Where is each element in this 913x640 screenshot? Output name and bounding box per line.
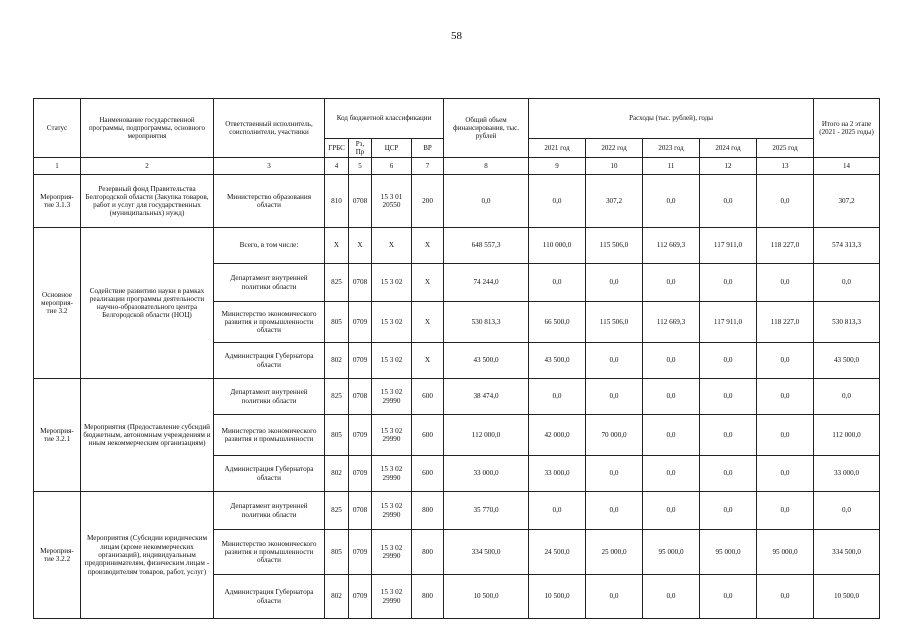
header-program-name: Наименование государственной программы, подпрограммы, основного мероприятия bbox=[81, 99, 214, 158]
cell-grbs: 810 bbox=[325, 175, 349, 228]
cell-status: Мероприя-тие 3.1.3 bbox=[34, 175, 81, 228]
cell-2023: 112 669,3 bbox=[643, 228, 700, 264]
cell-2025: 0,0 bbox=[757, 175, 814, 228]
column-number: 12 bbox=[700, 158, 757, 175]
page-number: 58 bbox=[451, 30, 462, 42]
cell-2023: 0,0 bbox=[643, 575, 700, 619]
cell-2021: 24 500,0 bbox=[529, 530, 586, 575]
cell-2024: 0,0 bbox=[700, 264, 757, 302]
cell-vr: X bbox=[412, 228, 444, 264]
cell-2023: 0,0 bbox=[643, 175, 700, 228]
cell-responsible: Департамент внутренней политики области bbox=[214, 264, 325, 302]
cell-csr: X bbox=[372, 228, 412, 264]
cell-2022: 0,0 bbox=[586, 456, 643, 492]
cell-grbs: 825 bbox=[325, 264, 349, 302]
cell-2022: 0,0 bbox=[586, 492, 643, 530]
cell-stage-total: 307,2 bbox=[814, 175, 880, 228]
cell-responsible: Всего, в том числе: bbox=[214, 228, 325, 264]
cell-2023: 0,0 bbox=[643, 379, 700, 415]
cell-2023: 0,0 bbox=[643, 343, 700, 379]
column-number: 10 bbox=[586, 158, 643, 175]
cell-vr: X bbox=[412, 264, 444, 302]
cell-grbs: 805 bbox=[325, 530, 349, 575]
cell-2022: 307,2 bbox=[586, 175, 643, 228]
cell-2022: 115 506,0 bbox=[586, 228, 643, 264]
cell-total: 530 813,3 bbox=[444, 302, 529, 343]
cell-rzpr: 0709 bbox=[349, 302, 372, 343]
cell-2022: 0,0 bbox=[586, 264, 643, 302]
cell-status: Основное мероприя-тие 3.2 bbox=[34, 228, 81, 379]
column-number: 3 bbox=[214, 158, 325, 175]
cell-2021: 0,0 bbox=[529, 264, 586, 302]
cell-2025: 0,0 bbox=[757, 415, 814, 456]
cell-2024: 0,0 bbox=[700, 575, 757, 619]
cell-2025: 0,0 bbox=[757, 343, 814, 379]
cell-stage-total: 334 500,0 bbox=[814, 530, 880, 575]
cell-responsible: Министерство экономического развития и промышленности области bbox=[214, 530, 325, 575]
cell-responsible: Министерство образования области bbox=[214, 175, 325, 228]
cell-vr: 600 bbox=[412, 415, 444, 456]
cell-2021: 43 500,0 bbox=[529, 343, 586, 379]
header-budget-code: Код бюджетной классификации bbox=[325, 99, 444, 139]
cell-total: 43 500,0 bbox=[444, 343, 529, 379]
cell-program-name: Содействие развитию науки в рамках реализации программы деятельности научно-образовательного центра Белгородской области (НОЦ) bbox=[81, 228, 214, 379]
cell-2022: 70 000,0 bbox=[586, 415, 643, 456]
cell-responsible: Департамент внутренней политики области bbox=[214, 379, 325, 415]
column-number: 1 bbox=[34, 158, 81, 175]
cell-grbs: 805 bbox=[325, 415, 349, 456]
cell-2025: 0,0 bbox=[757, 264, 814, 302]
cell-rzpr: 0708 bbox=[349, 492, 372, 530]
cell-2024: 0,0 bbox=[700, 492, 757, 530]
cell-grbs: 825 bbox=[325, 492, 349, 530]
cell-vr: 600 bbox=[412, 456, 444, 492]
cell-responsible: Администрация Губернатора области bbox=[214, 456, 325, 492]
cell-2025: 0,0 bbox=[757, 492, 814, 530]
cell-2024: 0,0 bbox=[700, 175, 757, 228]
header-status: Статус bbox=[34, 99, 81, 158]
cell-2024: 95 000,0 bbox=[700, 530, 757, 575]
cell-2021: 0,0 bbox=[529, 492, 586, 530]
header-year-2024: 2024 год bbox=[700, 139, 757, 158]
cell-2025: 95 000,0 bbox=[757, 530, 814, 575]
cell-2024: 0,0 bbox=[700, 456, 757, 492]
column-number: 9 bbox=[529, 158, 586, 175]
cell-grbs: 802 bbox=[325, 575, 349, 619]
column-number: 5 bbox=[349, 158, 372, 175]
cell-2025: 0,0 bbox=[757, 456, 814, 492]
cell-responsible: Департамент внутренней политики области bbox=[214, 492, 325, 530]
cell-grbs: 802 bbox=[325, 343, 349, 379]
cell-rzpr: 0708 bbox=[349, 379, 372, 415]
cell-csr: 15 3 02 29990 bbox=[372, 492, 412, 530]
cell-vr: X bbox=[412, 302, 444, 343]
cell-total: 0,0 bbox=[444, 175, 529, 228]
cell-vr: 200 bbox=[412, 175, 444, 228]
cell-responsible: Министерство экономического развития и промышленности bbox=[214, 415, 325, 456]
cell-2024: 0,0 bbox=[700, 415, 757, 456]
cell-vr: 800 bbox=[412, 530, 444, 575]
cell-rzpr: 0709 bbox=[349, 456, 372, 492]
cell-2024: 117 911,0 bbox=[700, 228, 757, 264]
cell-rzpr: 0709 bbox=[349, 343, 372, 379]
cell-responsible: Администрация Губернатора области bbox=[214, 343, 325, 379]
cell-grbs: X bbox=[325, 228, 349, 264]
cell-csr: 15 3 02 29990 bbox=[372, 530, 412, 575]
cell-rzpr: 0709 bbox=[349, 575, 372, 619]
cell-2025: 0,0 bbox=[757, 379, 814, 415]
cell-total: 38 474,0 bbox=[444, 379, 529, 415]
cell-stage-total: 0,0 bbox=[814, 379, 880, 415]
header-total-stage: Итого на 2 этапе (2021 - 2025 годы) bbox=[814, 99, 880, 158]
cell-stage-total: 0,0 bbox=[814, 492, 880, 530]
cell-2021: 10 500,0 bbox=[529, 575, 586, 619]
cell-2021: 110 000,0 bbox=[529, 228, 586, 264]
cell-2021: 0,0 bbox=[529, 175, 586, 228]
column-number: 4 bbox=[325, 158, 349, 175]
cell-2024: 0,0 bbox=[700, 343, 757, 379]
cell-2022: 0,0 bbox=[586, 575, 643, 619]
table-row bbox=[34, 175, 880, 228]
cell-2021: 66 500,0 bbox=[529, 302, 586, 343]
column-number: 6 bbox=[372, 158, 412, 175]
cell-rzpr: 0709 bbox=[349, 415, 372, 456]
cell-rzpr: 0708 bbox=[349, 264, 372, 302]
cell-rzpr: 0708 bbox=[349, 175, 372, 228]
header-expenses: Расходы (тыс. рублей), годы bbox=[529, 99, 814, 139]
cell-stage-total: 10 500,0 bbox=[814, 575, 880, 619]
header-vr: ВР bbox=[412, 139, 444, 158]
cell-csr: 15 3 02 bbox=[372, 302, 412, 343]
table-body bbox=[34, 175, 880, 619]
cell-program-name: Мероприятия (Предоставление субсидий бюджетным, автономным учреждениям и иным некоммерческим организациям) bbox=[81, 379, 214, 492]
cell-2021: 42 000,0 bbox=[529, 415, 586, 456]
cell-2023: 0,0 bbox=[643, 456, 700, 492]
header-year-2023: 2023 год bbox=[643, 139, 700, 158]
budget-table bbox=[33, 98, 880, 619]
cell-2025: 118 227,0 bbox=[757, 302, 814, 343]
cell-csr: 15 3 02 bbox=[372, 343, 412, 379]
cell-2022: 25 000,0 bbox=[586, 530, 643, 575]
cell-total: 10 500,0 bbox=[444, 575, 529, 619]
cell-stage-total: 574 313,3 bbox=[814, 228, 880, 264]
cell-2022: 115 506,0 bbox=[586, 302, 643, 343]
header-row bbox=[34, 99, 880, 139]
cell-total: 74 244,0 bbox=[444, 264, 529, 302]
cell-responsible: Администрация Губернатора области bbox=[214, 575, 325, 619]
header-rzpr: Рз, Пр bbox=[349, 139, 372, 158]
cell-2023: 0,0 bbox=[643, 264, 700, 302]
cell-total: 334 500,0 bbox=[444, 530, 529, 575]
cell-2024: 117 911,0 bbox=[700, 302, 757, 343]
cell-2025: 0,0 bbox=[757, 575, 814, 619]
cell-rzpr: X bbox=[349, 228, 372, 264]
cell-rzpr: 0709 bbox=[349, 530, 372, 575]
cell-total: 35 770,0 bbox=[444, 492, 529, 530]
column-number-row bbox=[34, 158, 880, 175]
cell-2023: 0,0 bbox=[643, 415, 700, 456]
cell-2022: 0,0 bbox=[586, 343, 643, 379]
cell-vr: 800 bbox=[412, 575, 444, 619]
cell-stage-total: 530 813,3 bbox=[814, 302, 880, 343]
cell-responsible: Министерство экономического развития и промышленности области bbox=[214, 302, 325, 343]
cell-total: 33 000,0 bbox=[444, 456, 529, 492]
cell-grbs: 805 bbox=[325, 302, 349, 343]
cell-stage-total: 43 500,0 bbox=[814, 343, 880, 379]
column-number: 13 bbox=[757, 158, 814, 175]
cell-csr: 15 3 02 29990 bbox=[372, 456, 412, 492]
cell-csr: 15 3 02 29990 bbox=[372, 575, 412, 619]
cell-2021: 0,0 bbox=[529, 379, 586, 415]
cell-csr: 15 3 02 bbox=[372, 264, 412, 302]
cell-stage-total: 33 000,0 bbox=[814, 456, 880, 492]
column-number: 11 bbox=[643, 158, 700, 175]
cell-2025: 118 227,0 bbox=[757, 228, 814, 264]
header-csr: ЦСР bbox=[372, 139, 412, 158]
table-row bbox=[34, 379, 880, 415]
cell-2024: 0,0 bbox=[700, 379, 757, 415]
cell-program-name: Резервный фонд Правительства Белгородской области (Закупка товаров, работ и услуг для государственных (муниципальных) нужд) bbox=[81, 175, 214, 228]
column-number: 8 bbox=[444, 158, 529, 175]
cell-2021: 33 000,0 bbox=[529, 456, 586, 492]
cell-csr: 15 3 02 29990 bbox=[372, 415, 412, 456]
cell-grbs: 825 bbox=[325, 379, 349, 415]
column-number: 7 bbox=[412, 158, 444, 175]
cell-vr: 600 bbox=[412, 379, 444, 415]
column-number: 2 bbox=[81, 158, 214, 175]
column-number: 14 bbox=[814, 158, 880, 175]
cell-grbs: 802 bbox=[325, 456, 349, 492]
cell-status: Мероприя-тие 3.2.1 bbox=[34, 379, 81, 492]
header-year-2021: 2021 год bbox=[529, 139, 586, 158]
cell-csr: 15 3 02 29990 bbox=[372, 379, 412, 415]
cell-stage-total: 0,0 bbox=[814, 264, 880, 302]
header-responsible: Ответственный исполнитель, соисполнители, участники bbox=[214, 99, 325, 158]
cell-2023: 95 000,0 bbox=[643, 530, 700, 575]
cell-2023: 0,0 bbox=[643, 492, 700, 530]
header-total-financing: Общий объем финансирования, тыс. рублей bbox=[444, 99, 529, 158]
table-row bbox=[34, 228, 880, 264]
cell-2022: 0,0 bbox=[586, 379, 643, 415]
cell-vr: X bbox=[412, 343, 444, 379]
cell-status: Мероприя-тие 3.2.2 bbox=[34, 492, 81, 619]
cell-vr: 800 bbox=[412, 492, 444, 530]
cell-total: 648 557,3 bbox=[444, 228, 529, 264]
header-year-2025: 2025 год bbox=[757, 139, 814, 158]
header-year-2022: 2022 год bbox=[586, 139, 643, 158]
cell-2023: 112 669,3 bbox=[643, 302, 700, 343]
cell-stage-total: 112 000,0 bbox=[814, 415, 880, 456]
table-row bbox=[34, 492, 880, 530]
header-grbs: ГРБС bbox=[325, 139, 349, 158]
cell-total: 112 000,0 bbox=[444, 415, 529, 456]
cell-program-name: Мероприятия (Субсидии юридическим лицам (кроме некоммерческих организаций), индивидуальным предпринимателям, физическим лицам - производителям товаров, работ, услуг) bbox=[81, 492, 214, 619]
cell-csr: 15 3 01 20550 bbox=[372, 175, 412, 228]
